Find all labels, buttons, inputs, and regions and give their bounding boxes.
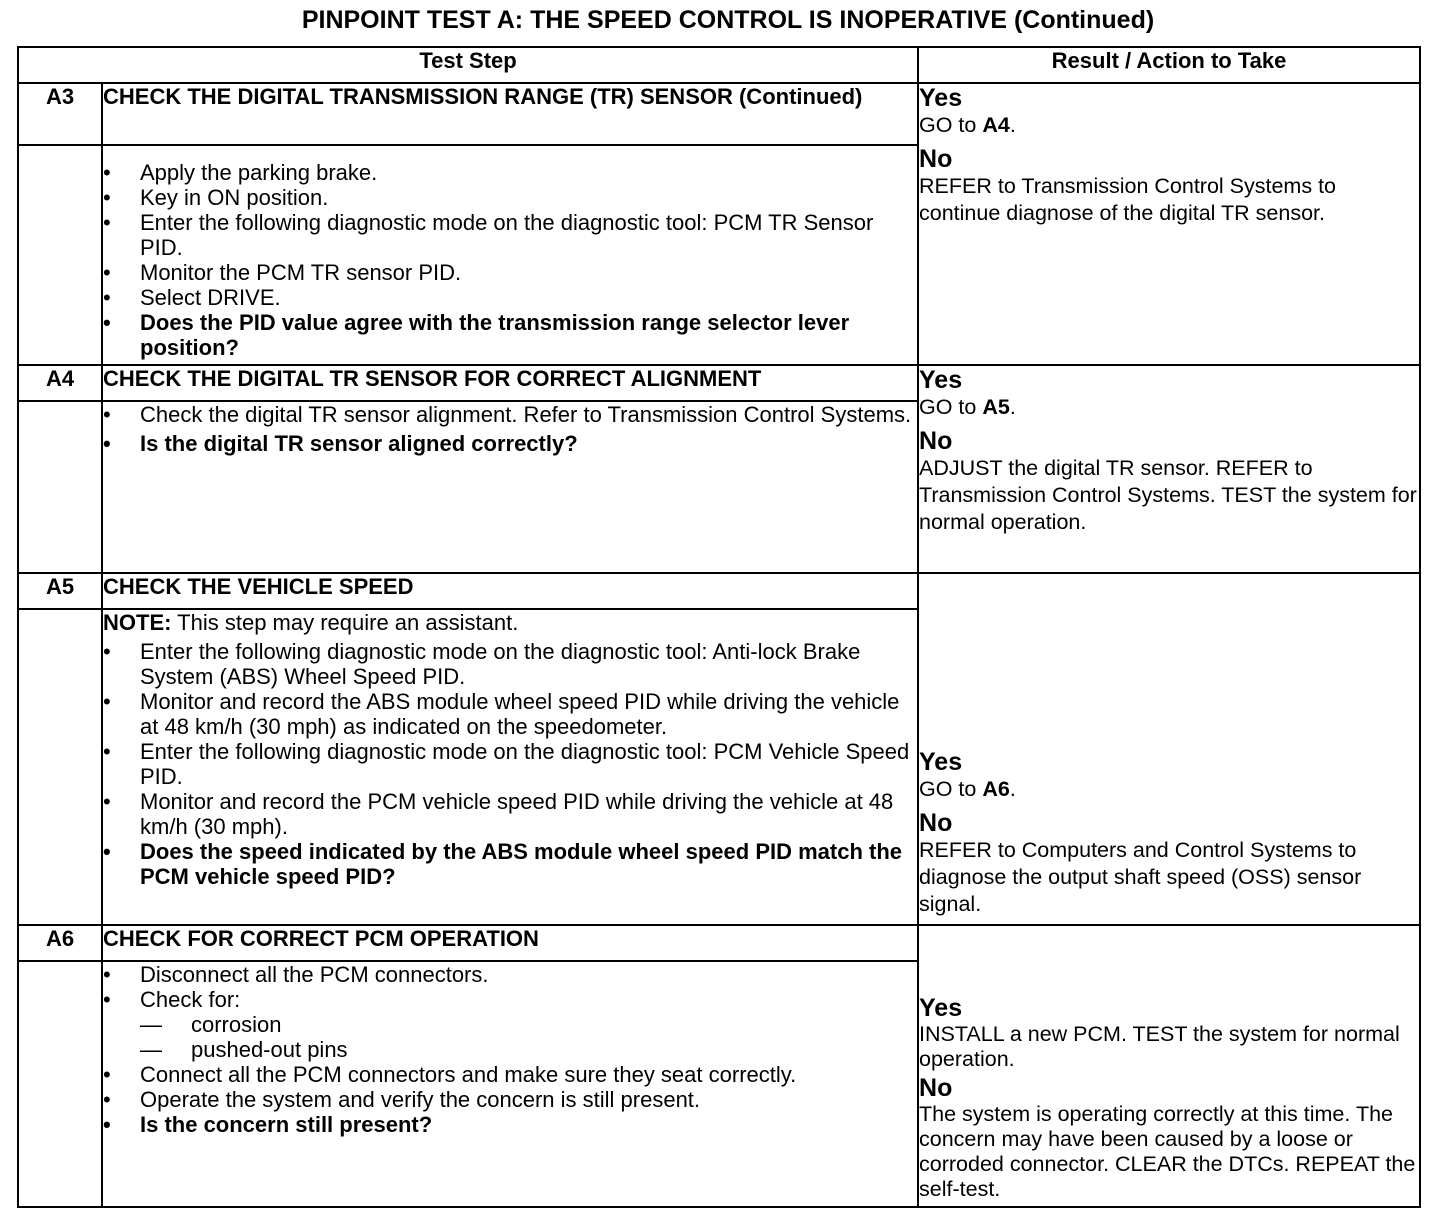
no-label: No <box>919 427 953 455</box>
bullet-icon: • <box>103 1062 111 1087</box>
bullet-icon: • <box>103 839 111 864</box>
step-item: • Enter the following diagnostic mode on the diagnostic tool: PCM TR Sensor PID. <box>103 210 874 260</box>
step-item: • Connect all the PCM connectors and make sure they seat correctly. <box>103 1062 797 1087</box>
yes-label: Yes <box>919 84 963 112</box>
yes-action: GO to A6. <box>919 777 1016 801</box>
bullet-icon: • <box>103 639 111 664</box>
step-result <box>918 925 1420 1207</box>
column-header-test-step: Test Step <box>18 47 918 83</box>
bullet-icon: • <box>103 160 111 185</box>
no-action: ADJUST the digital TR sensor. REFER to Transmission Control Systems. TEST the system for normal operation. <box>919 456 1417 534</box>
step-heading: CHECK THE DIGITAL TRANSMISSION RANGE (TR) SENSOR (Continued) <box>102 83 918 145</box>
table-header-row <box>18 47 1420 83</box>
column-header-result: Result / Action to Take <box>918 47 1420 83</box>
no-label: No <box>919 809 953 837</box>
step-id-spacer <box>18 609 102 925</box>
bullet-icon: • <box>103 431 111 456</box>
step-heading: CHECK THE VEHICLE SPEED <box>102 573 918 609</box>
step-item: • Check the digital TR sensor alignment. Refer to Transmission Control Systems. <box>103 402 912 427</box>
step-id: A5 <box>18 573 102 609</box>
step-item: • Disconnect all the PCM connectors. <box>103 962 489 987</box>
step-item: • Key in ON position. <box>103 185 329 210</box>
step-subitem: — corrosion <box>140 1012 282 1037</box>
test-step-a6 <box>18 925 1420 1207</box>
step-subitem: — pushed-out pins <box>140 1037 348 1062</box>
step-id-spacer <box>18 145 102 365</box>
bullet-icon: • <box>103 260 111 285</box>
goto-link[interactable]: A5 <box>982 395 1010 419</box>
no-action: The system is operating correctly at this time. The concern may have been caused by a loose or corroded connector. CLEAR the DTCs. REPEAT the self-test. <box>919 1102 1416 1201</box>
step-item: • Monitor and record the PCM vehicle speed PID while driving the vehicle at 48 km/h (30 mph). <box>103 789 894 839</box>
note-text: This step may require an assistant. <box>171 610 519 635</box>
goto-link[interactable]: A6 <box>982 777 1010 801</box>
bullet-icon: • <box>103 185 111 210</box>
bullet-icon: • <box>103 285 111 310</box>
bullet-icon: • <box>103 962 111 987</box>
bullet-icon: • <box>103 1087 111 1112</box>
test-step-a3 <box>18 83 1420 365</box>
bullet-icon: • <box>103 402 111 427</box>
step-heading: CHECK FOR CORRECT PCM OPERATION <box>102 925 918 961</box>
bullet-icon: • <box>103 210 111 235</box>
step-item: • Operate the system and verify the concern is still present. <box>103 1087 701 1112</box>
step-item: • Check for: <box>103 987 241 1012</box>
bullet-icon: • <box>103 689 111 714</box>
step-item: • Select DRIVE. <box>103 285 281 310</box>
step-id: A6 <box>18 925 102 961</box>
step-question: • Does the speed indicated by the ABS module wheel speed PID match the PCM vehicle speed PID? <box>103 839 903 889</box>
bullet-icon: • <box>103 987 111 1012</box>
step-question: • Is the concern still present? <box>103 1112 433 1137</box>
step-id: A4 <box>18 365 102 401</box>
step-item: • Monitor the PCM TR sensor PID. <box>103 260 462 285</box>
step-id: A3 <box>18 83 102 145</box>
bullet-icon: • <box>103 1112 111 1137</box>
step-body <box>102 145 918 365</box>
step-item: • Monitor and record the ABS module wheel speed PID while driving the vehicle at 48 km/h (30 mph) as indicated on the speedometer. <box>103 689 900 739</box>
bullet-icon: • <box>103 739 111 764</box>
note-label: NOTE: <box>103 610 172 635</box>
yes-label: Yes <box>919 748 963 776</box>
yes-action: GO to A5. <box>919 395 1016 419</box>
yes-label: Yes <box>919 994 963 1022</box>
no-action: REFER to Transmission Control Systems to continue diagnose of the digital TR sensor. <box>919 174 1336 225</box>
page-title: PINPOINT TEST A: THE SPEED CONTROL IS INOPERATIVE (Continued) <box>301 6 1155 34</box>
step-question: • Is the digital TR sensor aligned correctly? <box>103 431 578 456</box>
step-item: • Apply the parking brake. <box>103 160 378 185</box>
step-item: • Enter the following diagnostic mode on the diagnostic tool: PCM Vehicle Speed PID. <box>103 739 910 789</box>
step-result <box>918 365 1420 573</box>
step-id-spacer <box>18 961 102 1207</box>
step-body <box>102 401 918 573</box>
step-item: • Enter the following diagnostic mode on the diagnostic tool: Anti-lock Brake System (ABS) Wheel Speed PID. <box>103 639 861 689</box>
goto-link[interactable]: A4 <box>982 113 1010 137</box>
step-note <box>103 610 917 635</box>
test-step-a4 <box>18 365 1420 573</box>
step-result <box>918 83 1420 365</box>
bullet-icon: • <box>103 789 111 814</box>
pinpoint-test-table <box>17 46 1421 1208</box>
step-result <box>918 573 1420 925</box>
yes-action: GO to A4. <box>919 113 1016 137</box>
yes-label: Yes <box>919 366 963 394</box>
yes-action: INSTALL a new PCM. TEST the system for normal operation. <box>919 1022 1400 1071</box>
dash-icon: — <box>140 1037 162 1062</box>
bullet-icon: • <box>103 310 111 335</box>
step-body <box>102 609 918 925</box>
no-label: No <box>919 145 953 173</box>
no-label: No <box>919 1074 953 1102</box>
step-heading: CHECK THE DIGITAL TR SENSOR FOR CORRECT ALIGNMENT <box>102 365 918 401</box>
step-body <box>102 961 918 1207</box>
test-step-a5 <box>18 573 1420 925</box>
step-question: • Does the PID value agree with the transmission range selector lever position? <box>103 310 850 360</box>
no-action: REFER to Computers and Control Systems to diagnose the output shaft speed (OSS) sensor signal. <box>919 838 1362 916</box>
dash-icon: — <box>140 1012 162 1037</box>
step-id-spacer <box>18 401 102 573</box>
